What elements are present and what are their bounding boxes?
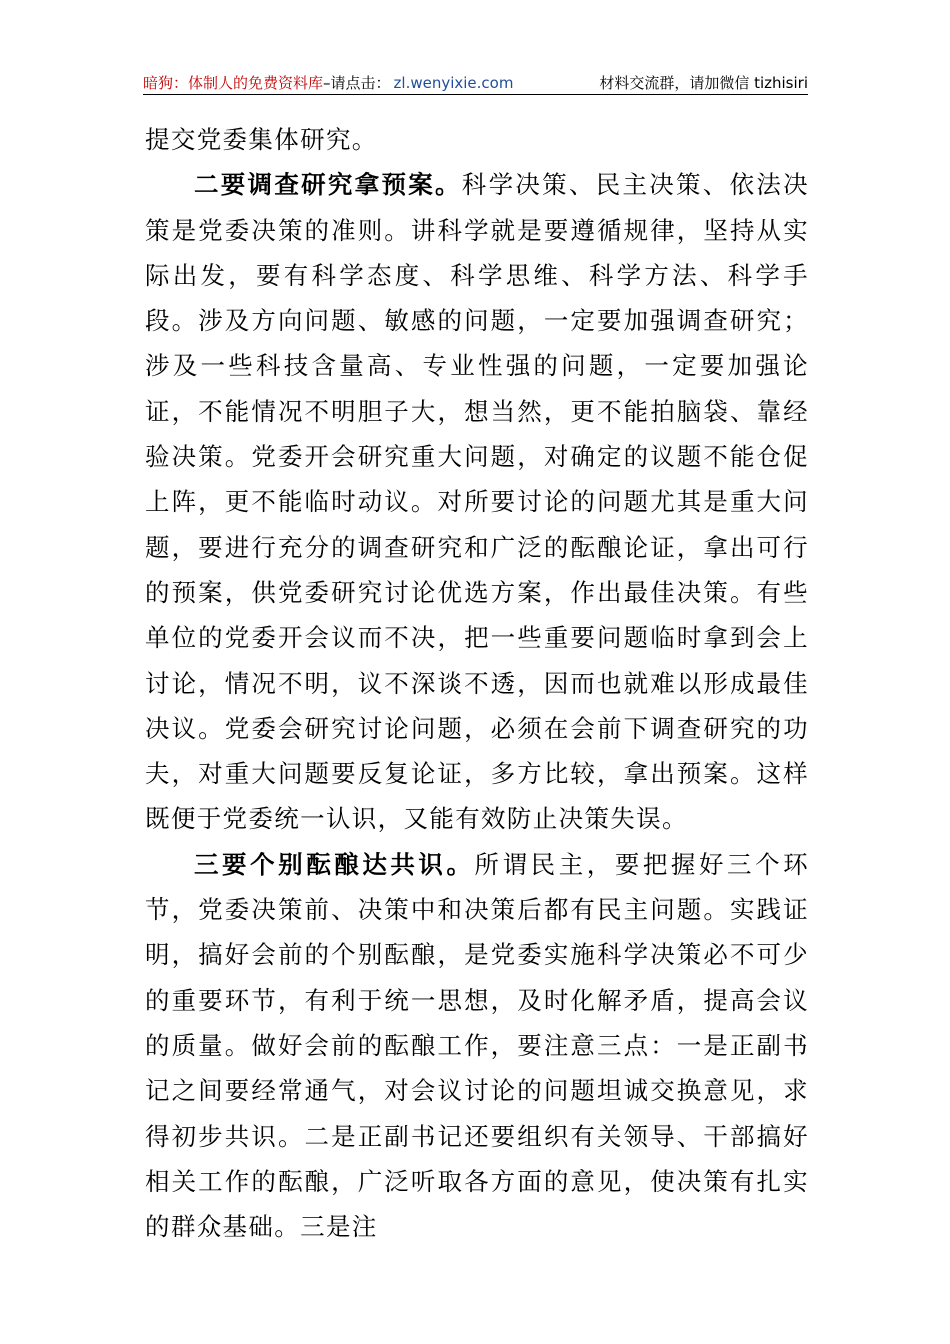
- paragraph-2-lead: 二要调查研究拿预案。: [194, 170, 462, 200]
- paragraph-2: [145, 162, 809, 841]
- paragraph-3-text: 所谓民主，要把握好三个环节，党委决策前、决策中和决策后都有民主问题。实践证明，搞好会前的个别酝酿，是党委实施科学决策必不可少的重要环节，有利于统一思想，及时化解矛盾，提高会议的质量。做好会前的酝酿工作，要注意三点：一是正副书记之间要经常通气，对会议讨论的问题坦诚交换意见，求得初步共识。二是正副书记还要组织有关领导、干部搞好相关工作的酝酿，广泛听取各方面的意见，使决策有扎实的群众基础。三是注: [145, 849, 809, 1242]
- paragraph-3-lead: 三要个别酝酿达共识。: [194, 849, 475, 879]
- header-site-label: 暗狗：体制人的免费资料库: [143, 74, 324, 92]
- header-contact-label: 材料交流群，请加微信 tizhisiri: [599, 74, 808, 92]
- paragraph-2-text: 科学决策、民主决策、依法决策是党委决策的准则。讲科学就是要遵循规律，坚持从实际出发，要有科学态度、科学思维、科学方法、科学手段。涉及方向问题、敏感的问题，一定要加强调查研究；涉及一些科技含量高、专业性强的问题，一定要加强论证，不能情况不明胆子大，想当然，更不能拍脑袋、靠经验决策。党委开会研究重大问题，对确定的议题不能仓促上阵，更不能临时动议。对所要讨论的问题尤其是重大问题，要进行充分的调查研究和广泛的酝酿论证，拿出可行的预案，供党委研究讨论优选方案，作出最佳决策。有些单位的党委开会议而不决，把一些重要问题临时拿到会上讨论，情况不明，议不深谈不透，因而也就难以形成最佳决议。党委会研究讨论问题，必须在会前下调查研究的功夫，对重大问题要反复论证，多方比较，拿出预案。这样既便于党委统一认识，又能有效防止决策失误。: [145, 170, 809, 834]
- paragraph-3: [145, 842, 809, 1250]
- header-link[interactable]: zl.wenyixie.com: [393, 74, 514, 92]
- header-link-prefix: –请点击：: [323, 74, 391, 92]
- paragraph-1-text: 提交党委集体研究。: [145, 125, 378, 154]
- paragraph-1: [145, 117, 809, 162]
- page-header: [143, 68, 808, 95]
- document-body: [145, 117, 809, 1249]
